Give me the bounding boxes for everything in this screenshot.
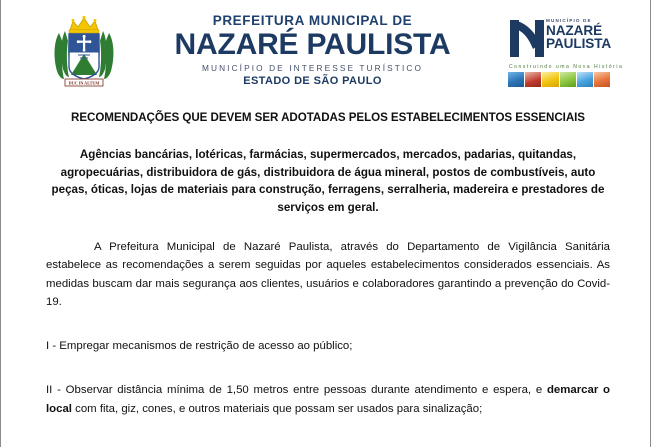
- recommendation-item-1: [46, 337, 610, 355]
- recommendation-item-2-text-before: II - Observar distância mínima de 1,50 metros entre pessoas durante atendimento e espera, e: [46, 384, 547, 397]
- brand-eyebrow: MUNICÍPIO DE: [546, 18, 592, 23]
- recommendation-item-1-text: I - Empregar mecanismos de restrição de acesso ao público;: [46, 339, 353, 352]
- header-estado: ESTADO DE SÃO PAULO: [243, 75, 382, 88]
- brand-tile-1: [508, 72, 524, 87]
- recommendation-item-2: [46, 381, 610, 418]
- brand-n-icon: [508, 16, 546, 61]
- intro-paragraph-text: A Prefeitura Municipal de Nazaré Paulista, através do Departamento de Vigilância Sanitária estabelece as recomendações a serem seguidas por aqueles estabelecimentos considerados essenciais. As medidas buscam dar mais segurança aos clientes, usuários e colaboradores garantindo a prevenção do Covid-19.: [46, 241, 610, 309]
- brand-tile-3: [542, 72, 558, 87]
- document-title: RECOMENDAÇÕES QUE DEVEM SER ADOTADAS PELOS ESTABELECIMENTOS ESSENCIAIS: [71, 111, 585, 124]
- brand-tile-4: [560, 72, 576, 87]
- coat-of-arms-motto: DUC IN ALTUM: [68, 80, 100, 86]
- brand-tile-5: [577, 72, 593, 87]
- document-header: [1, 0, 650, 96]
- city-brand-logo: [508, 16, 624, 86]
- document-body: [1, 110, 650, 418]
- recommendation-item-2-emphasis: demarcar o local: [46, 384, 610, 415]
- brand-tile-6: [594, 72, 610, 87]
- intro-paragraph: [46, 238, 610, 312]
- document-subtitle: Agências bancárias, lotéricas, farmácias, supermercados, mercados, padarias, quitandas, agropecuárias, distribuidora de gás, distribuidora de água mineral, postos de combustíveis, auto peças, óticas, lojas de materiais para construção, ferragens, serralheria, madereira e prestadores de serviços em geral.: [51, 148, 605, 214]
- header-municipio-turistico: MUNICÍPIO DE INTERESSE TURÍSTICO: [201, 62, 424, 73]
- header-prefeitura-line: PREFEITURA MUNICIPAL DE: [212, 13, 413, 29]
- brand-tile-2: [525, 72, 541, 87]
- brand-name-line2: PAULISTA: [546, 36, 612, 52]
- coat-of-arms-icon: [45, 13, 123, 89]
- header-city-name: NAZARÉ PAULISTA: [174, 28, 451, 62]
- brand-tagline: Construindo uma Nova História: [509, 64, 624, 70]
- recommendation-item-2-text-after: com fita, giz, cones, e outros materiais que possam ser usados para sinalização;: [71, 402, 483, 415]
- brand-photo-tiles: [508, 72, 610, 87]
- brand-name-line1: NAZARÉ: [546, 22, 603, 38]
- header-title-block: [117, 14, 508, 88]
